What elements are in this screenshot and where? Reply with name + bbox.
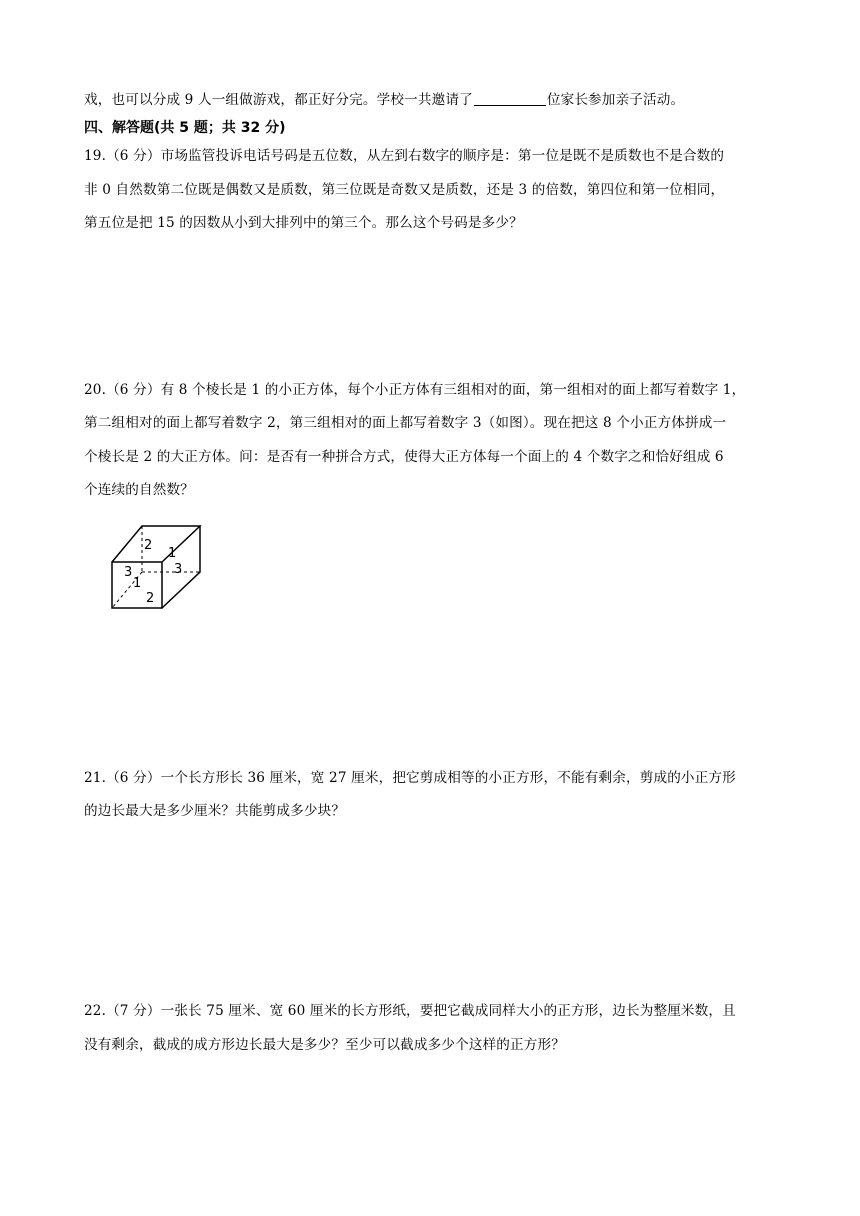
question-22-line-2: 没有剩余，截成的成方形边长最大是多少？至少可以截成多少个这样的正方形？ xyxy=(84,1037,566,1053)
previous-question-continuation xyxy=(84,90,814,110)
cube-diagram xyxy=(104,520,206,612)
question-19-line-1: 19.（6 分）市场监管投诉电话号码是五位数，从左到右数字的顺序是：第一位是既不是质数也不是合数的 xyxy=(84,148,725,164)
question-20-line-2: 第二组相对的面上都写着数字 2，第三组相对的面上都写着数字 3（如图）。现在把这 8 个小正方体拼成一 xyxy=(84,415,727,431)
cube-label-right-face: 3 xyxy=(174,562,183,577)
continuation-text-before-blank: 戏，也可以分成 9 人一组做游戏，都正好分完。学校一共邀请了 xyxy=(84,92,473,108)
cube-label-left: 3 xyxy=(124,565,133,580)
cube-label-right: 1 xyxy=(168,546,177,561)
question-19-line-3: 第五位是把 15 的因数从小到大排列中的第三个。那么这个号码是多少？ xyxy=(84,215,523,231)
question-22-line-1: 22.（7 分）一张长 75 厘米、宽 60 厘米的长方形纸，要把它截成同样大小的正方形，边长为整厘米数，且 xyxy=(84,1003,736,1019)
cube-label-top: 2 xyxy=(144,538,153,553)
question-21-line-2: 的边长最大是多少厘米？共能剪成多少块？ xyxy=(84,803,346,819)
cube-label-front: 2 xyxy=(146,591,155,606)
answer-blank[interactable] xyxy=(474,91,546,106)
cube-label-hidden: 1 xyxy=(133,576,142,591)
question-20-line-1: 20.（6 分）有 8 个棱长是 1 的小正方体，每个小正方体有三组相对的面，第一组相对的面上都写着数字 1， xyxy=(84,382,746,398)
numbered-cube-figure xyxy=(104,520,206,612)
question-19-line-2: 非 0 自然数第二位既是偶数又是质数，第三位既是奇数又是质数，还是 3 的倍数，第四位和第一位相同， xyxy=(84,182,725,198)
section-heading: 四、解答题(共 5 题；共 32 分) xyxy=(84,120,286,136)
question-20-line-4: 个连续的自然数？ xyxy=(84,482,194,498)
question-21-line-1: 21.（6 分）一个长方形长 36 厘米，宽 27 厘米，把它剪成相等的小正方形，不能有剩余，剪成的小正方形 xyxy=(84,770,736,786)
continuation-text-after-blank: 位家长参加亲子活动。 xyxy=(546,92,685,108)
question-20-line-3: 个棱长是 2 的大正方体。问：是否有一种拼合方式，使得大正方体每一个面上的 4 个数字之和恰好组成 6 xyxy=(84,449,724,465)
cube-top-face xyxy=(112,526,200,562)
